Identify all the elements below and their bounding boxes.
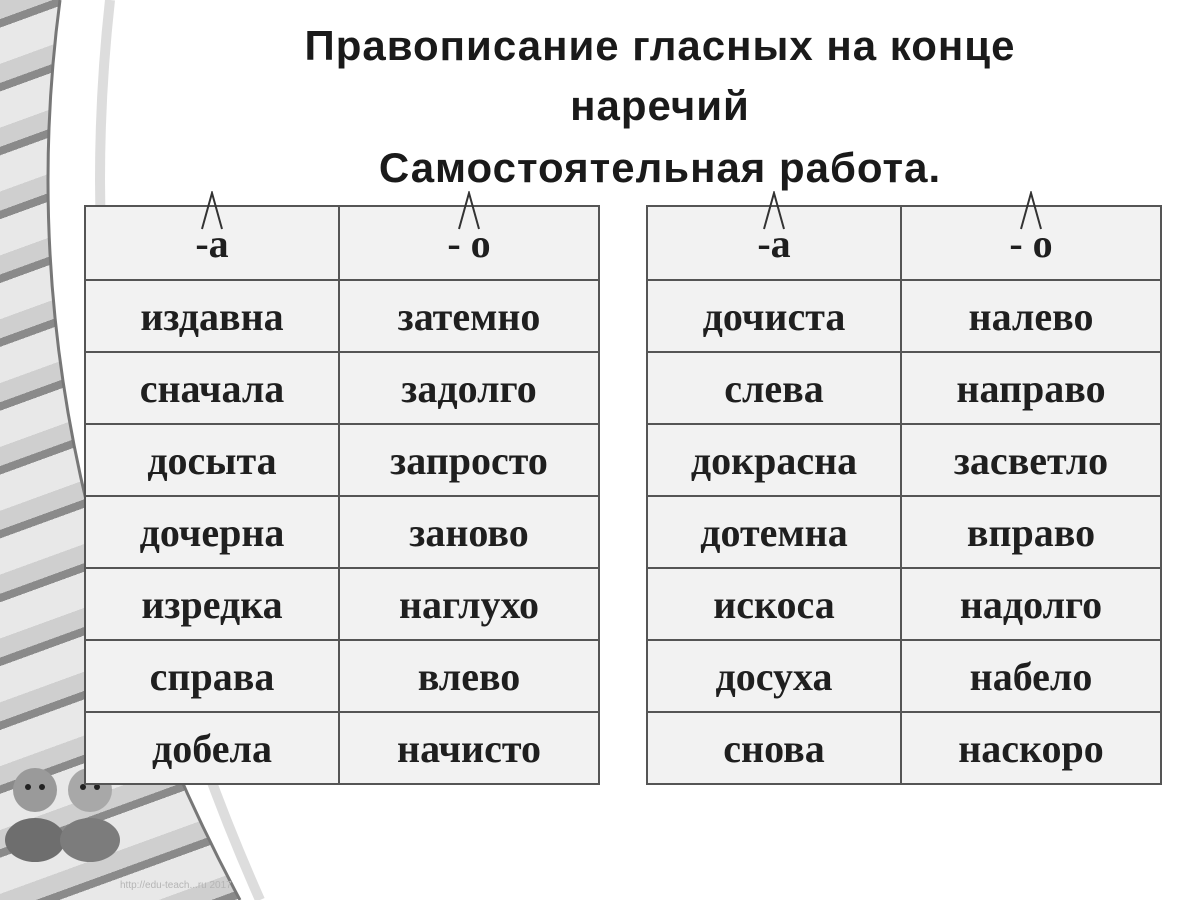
page-subtitle: Самостоятельная работа. xyxy=(378,144,942,191)
word-cell: набело xyxy=(901,640,1161,712)
word-cell: дотемна xyxy=(647,496,901,568)
word-cell: наскоро xyxy=(901,712,1161,784)
table-row xyxy=(647,280,1161,352)
watermark: http://edu-teach...ru 2017 xyxy=(120,880,232,891)
header-label: - о xyxy=(1009,220,1053,266)
word-cell: снова xyxy=(647,712,901,784)
caret-mark-icon xyxy=(762,191,786,231)
table-row xyxy=(647,496,1161,568)
word-cell: надолго xyxy=(901,568,1161,640)
word-cell: наглухо xyxy=(339,568,599,640)
word-cell: засветло xyxy=(901,424,1161,496)
word-cell: досуха xyxy=(647,640,901,712)
table-row xyxy=(85,640,599,712)
word-cell: изредка xyxy=(85,568,339,640)
word-cell: дочиста xyxy=(647,280,901,352)
caret-mark-icon xyxy=(457,191,481,231)
table-header-row xyxy=(647,206,1161,280)
header-cell-a xyxy=(647,206,901,280)
header-cell-o xyxy=(339,206,599,280)
word-cell: влево xyxy=(339,640,599,712)
word-cell: слева xyxy=(647,352,901,424)
word-cell: добела xyxy=(85,712,339,784)
table-header-row xyxy=(85,206,599,280)
table-right xyxy=(646,205,1162,785)
table-row xyxy=(647,640,1161,712)
table-row xyxy=(647,568,1161,640)
page-title-line-2: наречий xyxy=(570,82,750,129)
word-cell: направо xyxy=(901,352,1161,424)
header-label: -а xyxy=(195,220,229,266)
table-left xyxy=(84,205,600,785)
word-cell: вправо xyxy=(901,496,1161,568)
word-cell: заново xyxy=(339,496,599,568)
header-label: - о xyxy=(447,220,491,266)
word-cell: задолго xyxy=(339,352,599,424)
word-cell: запросто xyxy=(339,424,599,496)
word-cell: налево xyxy=(901,280,1161,352)
table-row xyxy=(85,496,599,568)
header-cell-a xyxy=(85,206,339,280)
header-label: -а xyxy=(757,220,791,266)
word-cell: сначала xyxy=(85,352,339,424)
table-row xyxy=(85,280,599,352)
word-cell: издавна xyxy=(85,280,339,352)
word-cell: докрасна xyxy=(647,424,901,496)
word-cell: начисто xyxy=(339,712,599,784)
table-row xyxy=(647,424,1161,496)
table-row xyxy=(647,712,1161,784)
word-cell: справа xyxy=(85,640,339,712)
word-cell: дочерна xyxy=(85,496,339,568)
header-cell-o xyxy=(901,206,1161,280)
word-cell: искоса xyxy=(647,568,901,640)
table-row xyxy=(85,712,599,784)
table-row xyxy=(85,352,599,424)
table-row xyxy=(85,424,599,496)
table-row xyxy=(85,568,599,640)
caret-mark-icon xyxy=(200,191,224,231)
caret-mark-icon xyxy=(1019,191,1043,231)
table-row xyxy=(647,352,1161,424)
word-cell: затемно xyxy=(339,280,599,352)
word-cell: досыта xyxy=(85,424,339,496)
page-title-line-1: Правописание гласных на конце xyxy=(304,22,1016,69)
